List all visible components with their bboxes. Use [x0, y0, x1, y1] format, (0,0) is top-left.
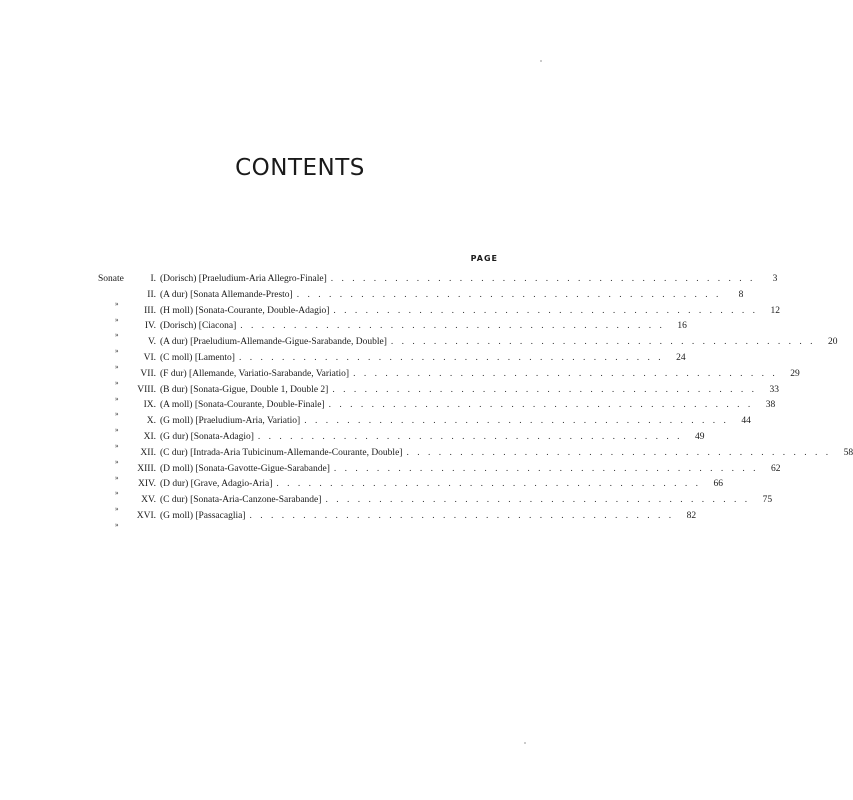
paper-speck	[540, 60, 542, 62]
dot-leader: . . . . . . . . . . . . . . . . . . . . . . . . . . . . . . . . . . . . . . . .	[240, 321, 665, 332]
sonata-number: XII.	[140, 447, 156, 458]
page-number: 24	[676, 352, 686, 363]
sonata-description: (F dur) [Allemande, Variatio-Sarabande, Variatio]	[160, 368, 350, 379]
sonata-description: (C dur) [Sonata-Aria-Canzone-Sarabande]	[160, 495, 322, 506]
sonata-description: (B dur) [Sonata-Gigue, Double 1, Double 2]	[160, 384, 329, 395]
toc-entry	[98, 319, 687, 340]
sonata-description: (G moll) [Passacaglia]	[160, 510, 246, 521]
ditto-mark: »	[115, 331, 119, 340]
dot-leader: . . . . . . . . . . . . . . . . . . . . . . . . . . . . . . . . . . . . . . . .	[332, 384, 757, 395]
dot-leader: . . . . . . . . . . . . . . . . . . . . . . . . . . . . . . . . . . . . . . . .	[353, 368, 778, 379]
sonata-number: XVI.	[136, 510, 156, 521]
page-number: 20	[828, 337, 838, 348]
ditto-mark: »	[115, 520, 119, 529]
sonata-number: III.	[144, 305, 156, 316]
page-number: 75	[762, 495, 773, 506]
sonata-number: I.	[150, 274, 156, 284]
page-number: 66	[713, 479, 723, 490]
ditto-mark: »	[115, 347, 119, 356]
toc-entry	[98, 462, 781, 482]
sonata-description: (H moll) [Sonata-Courante, Double-Adagio]	[160, 305, 330, 316]
sonata-description: (Dorisch) [Ciacona]	[160, 321, 237, 332]
sonata-description: (C moll) [Lamento]	[160, 352, 235, 363]
sonata-number: XIII.	[137, 463, 156, 474]
sonata-number: VII.	[140, 368, 156, 379]
dot-leader: . . . . . . . . . . . . . . . . . . . . . . . . . . . . . . . . . . . . . . . .	[333, 463, 759, 474]
sonata-description: (A dur) [Sonata Allemande-Presto]	[160, 289, 293, 300]
dot-leader: . . . . . . . . . . . . . . . . . . . . . . . . . . . . . . . . . . . . . . . .	[276, 479, 701, 490]
sonata-description: (C dur) [Intrada-Aria Tubicinum-Allemande-Courante, Double]	[160, 447, 403, 458]
dot-leader: . . . . . . . . . . . . . . . . . . . . . . . . . . . . . . . . . . . . . . . .	[249, 510, 675, 521]
dot-leader: . . . . . . . . . . . . . . . . . . . . . . . . . . . . . . . . . . . . . . . .	[328, 400, 754, 411]
dot-leader: . . . . . . . . . . . . . . . . . . . . . . . . . . . . . . . . . . . . . . . .	[330, 274, 756, 284]
toc-entry	[98, 304, 780, 324]
table-of-contents	[98, 272, 853, 529]
ditto-mark: »	[115, 378, 119, 387]
sonata-number: V.	[147, 337, 156, 348]
page-number: 29	[790, 368, 800, 379]
toc-entry	[98, 430, 705, 450]
sonata-description: (A dur) [Praeludium-Allemande-Gigue-Sarabande, Double]	[160, 337, 387, 348]
sonata-number: IV.	[144, 321, 156, 332]
ditto-mark: »	[115, 299, 119, 308]
toc-entry	[98, 335, 838, 356]
page-number: 82	[686, 510, 697, 521]
toc-entry	[98, 398, 776, 419]
sonata-number: XI.	[143, 431, 156, 442]
sonata-description: (A moll) [Sonata-Courante, Double-Finale]	[160, 400, 325, 411]
sonata-description: (G moll) [Praeludium-Aria, Variatio]	[160, 416, 301, 427]
page-column-label: PAGE	[470, 254, 498, 263]
toc-entry	[98, 367, 800, 387]
dot-leader: . . . . . . . . . . . . . . . . . . . . . . . . . . . . . . . . . . . . . . . .	[304, 416, 729, 427]
dot-leader: . . . . . . . . . . . . . . . . . . . . . . . . . . . . . . . . . . . . . . . .	[238, 352, 664, 363]
dot-leader: . . . . . . . . . . . . . . . . . . . . . . . . . . . . . . . . . . . . . . . .	[257, 431, 683, 442]
paper-speck	[524, 742, 526, 744]
toc-entry	[98, 288, 744, 308]
ditto-mark: »	[115, 394, 119, 403]
sonata-description: (Dorisch) [Praeludium-Aria Allegro-Finale]	[160, 274, 327, 284]
sonata-number: X.	[146, 416, 156, 427]
page-number: 38	[765, 400, 776, 411]
ditto-mark: »	[115, 505, 119, 514]
ditto-mark: »	[115, 441, 119, 450]
sonata-number: VIII.	[137, 384, 156, 395]
ditto-mark: »	[115, 473, 119, 482]
page-number: 44	[741, 416, 751, 427]
page-title: CONTENTS	[235, 155, 365, 182]
sonata-description: (D moll) [Sonata-Gavotte-Gigue-Sarabande]	[160, 463, 330, 474]
sonata-number: XV.	[141, 495, 156, 506]
sonata-number: II.	[147, 289, 156, 300]
toc-entry	[98, 383, 779, 403]
entry-prefix: Sonate	[98, 274, 124, 284]
page-number: 12	[770, 305, 780, 316]
sonata-number: XIV.	[137, 479, 156, 490]
sonata-description: (D dur) [Grave, Adagio-Aria]	[160, 479, 273, 490]
toc-entry	[98, 509, 697, 529]
ditto-mark: »	[115, 362, 119, 371]
ditto-mark: »	[115, 315, 119, 324]
toc-entry	[98, 493, 773, 514]
dot-leader: . . . . . . . . . . . . . . . . . . . . . . . . . . . . . . . . . . . . . . . .	[333, 305, 758, 316]
ditto-mark: »	[115, 410, 119, 419]
toc-entry	[98, 272, 778, 288]
toc-entry	[98, 414, 751, 435]
dot-leader: . . . . . . . . . . . . . . . . . . . . . . . . . . . . . . . . . . . . . . . .	[390, 337, 816, 348]
page-number: 62	[771, 463, 781, 474]
dot-leader: . . . . . . . . . . . . . . . . . . . . . . . . . . . . . . . . . . . . . . . .	[296, 289, 722, 300]
page-number: 33	[769, 384, 779, 395]
sonata-number: IX.	[143, 400, 156, 411]
dot-leader: . . . . . . . . . . . . . . . . . . . . . . . . . . . . . . . . . . . . . . . .	[406, 447, 832, 458]
page-number: 58	[843, 447, 853, 458]
sonata-description: (G dur) [Sonata-Adagio]	[160, 431, 254, 442]
toc-entry	[98, 446, 853, 466]
page-number: 3	[772, 274, 778, 284]
page-number: 16	[677, 321, 687, 332]
sonata-number: VI.	[143, 352, 156, 363]
toc-entry	[98, 351, 686, 371]
page-number: 49	[695, 431, 705, 442]
dot-leader: . . . . . . . . . . . . . . . . . . . . . . . . . . . . . . . . . . . . . . . .	[325, 495, 751, 506]
ditto-mark: »	[115, 489, 119, 498]
ditto-mark: »	[115, 457, 119, 466]
page-number: 8	[738, 289, 744, 300]
ditto-mark: »	[115, 426, 119, 435]
toc-entry	[98, 477, 723, 498]
